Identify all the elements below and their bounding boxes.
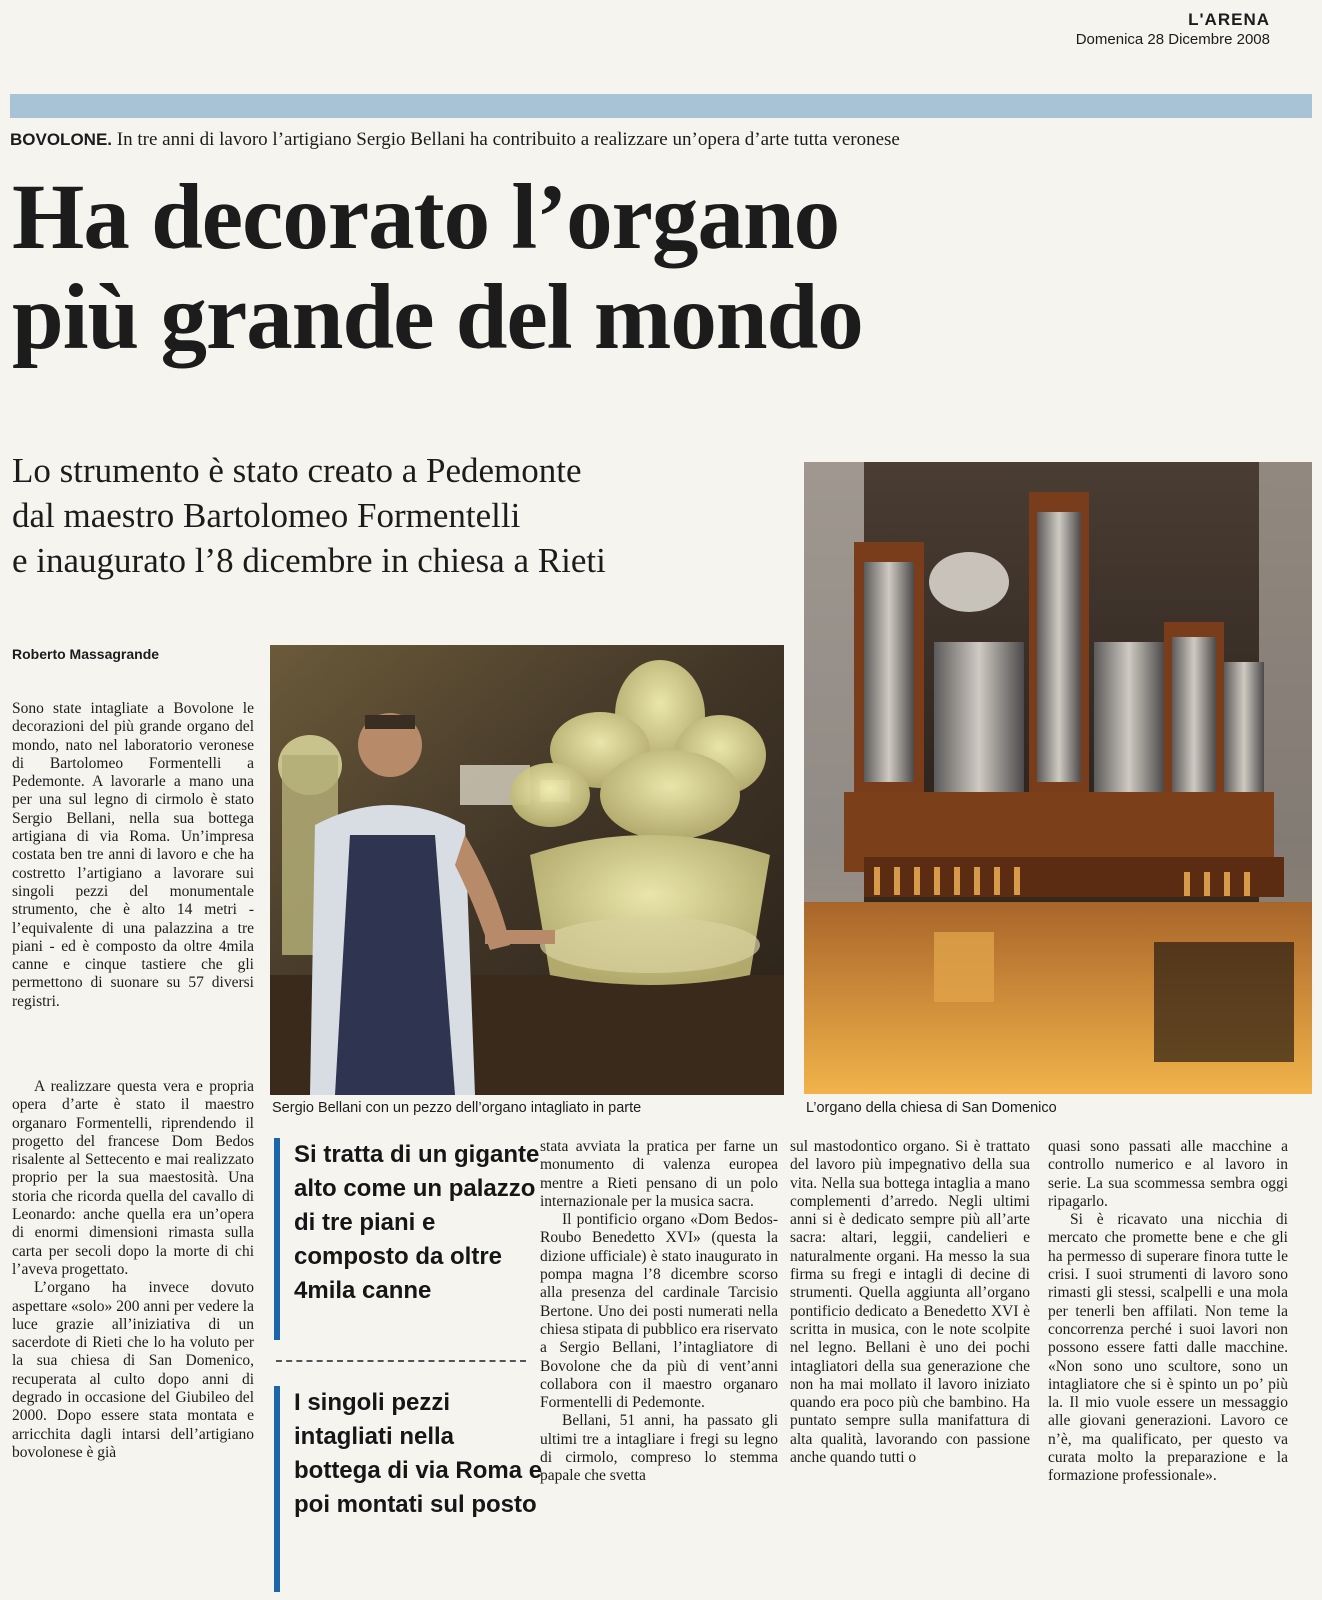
headline — [12, 168, 1312, 368]
article-column-4 — [790, 1138, 1030, 1467]
byline: Roberto Massagrande — [12, 646, 160, 662]
paragraph: L’organo ha invece dovuto aspettare «solo» 200 anni per vedere la luce grazie all’iniziativa di un sacerdote di Rieti che lo ha voluto per la sua chiesa di San Domenico, recuperata al culto dopo anni di degrado in occasione del Giubileo del 2000. Dopo essere stata montata e arricchita dagli intarsi dell’artigiano bovolonese è già — [12, 1279, 254, 1461]
pull-quote-1: Si tratta di un gigante alto come un palazzo di tre piani e composto da oltre 4mila canne — [274, 1138, 544, 1340]
paragraph: Bellani, 51 anni, ha passato gli ultimi tre a intagliare i fregi su legno di cirmolo, compreso lo stemma papale che svetta — [540, 1412, 778, 1485]
kicker-place: BOVOLONE. — [10, 130, 113, 149]
photo-artisan — [270, 645, 784, 1095]
caption-organ-photo: L’organo della chiesa di San Domenico — [806, 1100, 1057, 1116]
paragraph: sul mastodontico organo. Si è trattato del lavoro più impegnativo della sua vita. Nella sua bottega intaglia a mano complementi d’arredo. Negli ultimi anni si è dedicato sempre più all’arte sacra: altari, leggii, candelieri e naturalmente organi. Ha messo la sua firma su fregi e intagli di decine di strumenti. Quella aggiunta all’organo pontificio dedicato a Benedetto XVI è scritta in musica, con le note scolpite nel legno. Bellani è uno dei pochi intagliatori della sua generazione che non ha mai mollato il lavoro iniziato quando era poco più che bambino. Ha puntato sempre sulla manifattura di alta qualità, lavorando con passione anche quando tutti o — [790, 1138, 1030, 1467]
subheadline-line-1: Lo strumento è stato creato a Pedemonte — [12, 451, 582, 490]
organ-photo-image — [804, 462, 1312, 1094]
paragraph: Si è ricavato una nicchia di mercato che promette bene e che gli ha permesso di superare finora tutte le crisi. I suoi strumenti di lavoro sono rimasti gli stessi, scalpelli e una mola per tenerli ben affilati. Non teme la concorrenza perché i suoi lavori non possono essere fatti dalle macchine. «Non sono uno scultore, sono un intagliatore che si è spinto un po’ più la. Il mio vuole essere un messaggio alle giovani generazioni. Lavoro ce n’è, ma qualificato, per questo va curata molto la preparazione e la formazione professionale». — [1048, 1211, 1288, 1485]
headline-line-1: Ha decorato l’organo — [12, 166, 840, 269]
paragraph: quasi sono passati alle macchine a controllo numerico e al lavoro in serie. La sua scommessa sembra oggi ripagarlo. — [1048, 1138, 1288, 1210]
paragraph: stata avviata la pratica per farne un monumento di valenza europea mentre a Rieti pensano di un polo internazionale per la musica sacra. — [540, 1138, 778, 1210]
article-column-5 — [1048, 1138, 1288, 1486]
section-color-bar — [10, 94, 1312, 118]
subheadline-line-2: dal maestro Bartolomeo Formentelli — [12, 496, 521, 535]
paragraph: Il pontificio organo «Dom Bedos-Roubo Benedetto XVI» (questa la dizione ufficiale) è stato inaugurato in pompa magna l’8 dicembre scorso alla presenza del cardinale Tarcisio Bertone. Uno dei posti numerati nella chiesa stipata di pubblico era riservato a Sergio Bellani, l’intagliatore di Bovolone che da più di vent’anni collabora con il maestro organaro Formentelli di Pedemonte. — [540, 1211, 779, 1412]
article-column-1-continued — [12, 1078, 254, 1462]
artisan-photo-image — [270, 645, 784, 1095]
issue-date: Domenica 28 Dicembre 2008 — [1075, 31, 1270, 48]
paragraph: A realizzare questa vera e propria opera d’arte è stato il maestro organaro Formentelli, riprendendo il progetto del francese Dom Bedos risalente al Settecento e mai realizzato proprio per la sua maestosità. Una storia che ricorda quella del cavallo di Leonardo: anche quella era un’opera di enormi dimensioni rimasta sulla carta per secoli dopo la morte di chi l’aveva progettato. — [12, 1078, 254, 1278]
kicker-text: In tre anni di lavoro l’artigiano Sergio Bellani ha contribuito a realizzare un’opera d’arte tutta veronese — [116, 129, 900, 150]
article-column-3 — [540, 1138, 778, 1486]
headline-line-2: più grande del mondo — [12, 266, 863, 369]
subheadline-line-3: e inaugurato l’8 dicembre in chiesa a Rieti — [12, 541, 606, 580]
pull-quote-2: I singoli pezzi intagliati nella bottega di via Roma e poi montati sul posto — [274, 1386, 544, 1592]
article-column-1 — [12, 700, 254, 1011]
caption-artisan-photo: Sergio Bellani con un pezzo dell’organo intagliato in parte — [272, 1100, 642, 1116]
subheadline — [12, 448, 792, 583]
masthead — [1076, 10, 1270, 48]
pull-quote-separator — [276, 1360, 526, 1362]
newspaper-name: L'ARENA — [1188, 10, 1270, 29]
paragraph: Sono state intagliate a Bovolone le decorazioni del più grande organo del mondo, nato nel laboratorio veronese di Bartolomeo Formentelli a Pedemonte. A lavorarle a mano una per una sul legno di cirmolo è stato Sergio Bellani, nella sua bottega artigiana di via Roma. Un’impresa costata ben tre anni di lavoro e che ha costretto l’artigiano a lavorare sui singoli pezzi del monumentale strumento, che è alto 14 metri - l’equivalente di una palazzina a tre piani - ed è composto da oltre 4mila canne e cinque tastiere che gli permettono di suonare su 57 diversi registri. — [12, 700, 254, 1010]
kicker — [10, 129, 1310, 151]
photo-organ — [804, 462, 1312, 1094]
